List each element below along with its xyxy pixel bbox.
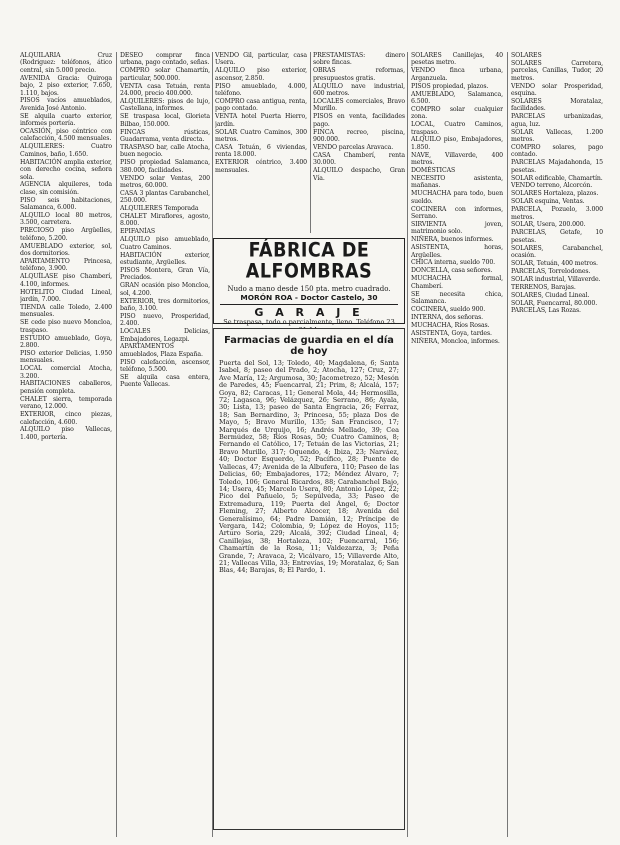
classified-ad: TERRENOS, Barajas. — [511, 283, 576, 291]
classified-ad: ALQUILERES: pisos de lujo, Castellana, informes. — [120, 97, 210, 113]
classified-ad: PARCELAS urbanizadas, agua, luz. — [511, 113, 603, 128]
classifieds-column-2 — [120, 52, 210, 837]
classified-ad: SOLAR, Usera, 200.000. — [511, 221, 586, 229]
classified-ad: DOMÉSTICAS — [411, 167, 456, 175]
classified-ad: MUCHACHA para todo, buen sueldo. — [411, 190, 503, 205]
column-divider — [116, 52, 117, 837]
classified-ad: PISO seis habitaciones, Salamanca, 6.000. — [20, 196, 112, 212]
classified-ad: CHICA interna, sueldo 700. — [411, 259, 496, 267]
classified-ad: AMUEBLADO, Salamanca, 6.500. — [411, 90, 503, 105]
classified-ad: VENDO terreno, Alcorcón. — [511, 182, 593, 190]
classified-ad: SOLAR Cuatro Caminos, 300 metros. — [215, 128, 307, 143]
classified-ad: LOCALES Delicias, Embajadores, Legazpi. — [120, 328, 210, 343]
classified-ad: SE cede piso nuevo Moncloa, traspaso. — [20, 319, 112, 334]
classified-ad: INTERNA, dos señoras. — [411, 313, 484, 321]
classified-ad: SE alquila casa entera, Puente Vallecas. — [120, 374, 210, 389]
classified-ad: OBRAS reformas, presupuestos gratis. — [313, 67, 405, 82]
classified-ad: PISOS propiedad, plazos. — [411, 82, 489, 90]
classified-ad: PARCELAS Majadahonda, 15 pesetas. — [511, 159, 603, 174]
classified-ad: SOLARES, Ciudad Lineal. — [511, 291, 590, 299]
classified-ad: PARCELAS, Torrelodones. — [511, 267, 591, 275]
classified-ad: GRAN ocasión piso Moncloa, sol, 4.200. — [120, 282, 210, 297]
classified-ad: CASA 3 plantas Carabanchel, 250.000. — [120, 189, 210, 205]
classified-ad: EXTERIOR céntrico, 3.400 mensuales. — [215, 159, 307, 174]
classified-ad: NIÑERA, buenos informes. — [411, 236, 494, 244]
classified-ad: ALQUILO piso exterior, ascensor, 2.850. — [215, 67, 307, 82]
classified-ad: VENTA casa Tetuán, renta 24.000, precio 400.000. — [120, 82, 210, 98]
classified-ad: PISO propiedad Salamanca, 380.000, facilidades. — [120, 159, 210, 174]
classified-ad: EPIFANÍAS — [120, 228, 156, 236]
classified-ad: ALQUÍLASE piso Chamberí, 4.100, informes. — [20, 273, 112, 288]
classified-ad: PISO amueblado, 4.000, teléfono. — [215, 82, 307, 98]
classified-ad: PISOS vacíos amueblados, Avenida José Antonio. — [20, 97, 112, 112]
classified-ad: SOLARES, Carabanchel, ocasión. — [511, 244, 603, 260]
classified-ad: VENDO finca urbana, Arganzuela. — [411, 67, 503, 82]
farmacias-body: Puerta del Sol, 13; Toledo, 40; Magdalena, 6; Santa Isabel, 8; paseo del Prado, 2; Atocha, 127; Cruz, 27; Ave María, 12; Argumosa, 30; Jacometrezo, 52; Mesón de Paredes, 45; Fuencarral, 21; Prim, 8; Alcalá, 157; Goya, 82; Caracas, 11; General Mola, 44; Hermosilla, 72; Lagasca, 96; Velázquez, 26; Serrano, 86; Ayala, 30; Lista, 13; paseo de Santa Engracia, 26; Ferraz, 18; San Bernardino, 3; Princesa, 55; plaza Dos de Mayo, 5; Bravo Murillo, 135; San Francisco, 17; Marqués de Urquijo, 16; Andrés Mellado, 39; Cea Bermúdez, 58; Ríos Rosas, 50; Cuatro Caminos, 8; Fernando el Católico, 17; Tetuán de las Victorias, 21; Bravo Murillo, 317; Oquendo, 4; Ibiza, 23; Narváez, 40; Doctor Esquerdo, 52; Pacífico, 28; Puente de Vallecas, 47; Avenida de la Albufera, 110; Paseo de las Delicias, 60; Embajadores, 172; Méndez Álvaro, 7; Toledo, 106; General Ricardos, 88; Carabanchel Bajo, 14; Usera, 45; Marcelo Usera, 80; Antonio López, 22; Pico del Pañuelo, 5; Sepúlveda, 33; Paseo de Extremadura, 119; Puerta del Ángel, 6; Doctor Fleming, 27; Alberto Alcocer, 18; Avenida del Generalísimo, 64; Padre Damián, 12; Príncipe de Vergara, 142; Colombia, 9; López de Hoyos, 115; Arturo Soria, 229; Alcalá, 392; Ciudad Lineal, 4; Canillejas, 38; Hortaleza, 102; Fuencarral, 156; Chamartín de la Rosa, 11; Valdezarza, 3; Peña Grande, 7; Aravaca, 2; Vicálvaro, 15; Villaverde Alto, 21; Vallecas Villa, 33; Entrevías, 19; Moratalaz, 6; San Blas, 44; Barajas, 8; El Pardo, 1. — [219, 359, 399, 575]
classified-ad: FINCAS rústicas, Guadarrama, venta directa. — [120, 128, 210, 143]
classified-ad: PISOS en venta, facilidades pago. — [313, 113, 405, 128]
classified-ad: ASISTENTA, Goya, tardes. — [411, 329, 492, 337]
garaje-text: Se traspasa, todo o parcialmente, lleno. Teléfono 23 — [223, 318, 395, 326]
classified-ad: NAVE, Villaverde, 400 metros. — [411, 151, 503, 167]
classified-ad: EXTERIOR, cinco piezas, calefacción, 4.600. — [20, 411, 112, 426]
classified-ad: ASISTENTA, horas, Argüelles. — [411, 244, 503, 259]
classified-ad: SE necesita chica, Salamanca. — [411, 290, 503, 305]
classifieds-column-1 — [20, 52, 112, 837]
classified-ad: CHALET sierra, temporada verano, 12.000. — [20, 395, 112, 411]
classified-ad: SOLARES — [511, 52, 542, 59]
classified-ad: ALQUILERES: Cuatro Caminos, baño, 1.650. — [20, 143, 112, 158]
classified-ad: VENTA hotel Puerta Hierro, jardín. — [215, 113, 307, 128]
classified-ad: SE alquila cuarto exterior, informes portería. — [20, 112, 112, 128]
classified-ad: OCASIÓN, piso céntrico con calefacción, 4.500 mensuales. — [20, 128, 112, 143]
classified-ad: ALQUILO piso Vallecas, 1.400, portería. — [20, 426, 112, 441]
column-divider — [507, 52, 508, 837]
classified-ad: COCINERA, sueldo 900. — [411, 305, 486, 313]
classified-ad: DESEO comprar finca urbana, pago contado, señas. — [120, 52, 210, 67]
classified-ad: ALQUILARIA Cruz (Rodriguez: teléfonos, ático central, sin 5.000 precio. — [20, 52, 112, 74]
classified-ad: AVENIDA Gracia: Quiroga bajo, 2 piso exterior, 7.650, 1.110, bajos. — [20, 74, 112, 97]
classifieds-column-5 — [511, 52, 603, 837]
classified-ad: COMPRO solar Chamartín, particular, 500.000. — [120, 67, 210, 82]
classified-ad: LOCAL comercial Atocha, 3.200. — [20, 365, 112, 380]
classified-ad: SOLARES Canillejas, 40 pesetas metro. — [411, 52, 503, 67]
classified-ad: PARCELA, Pozuelo, 3.000 metros. — [511, 206, 603, 221]
classified-ad: PARCELAS, Getafe, 10 pesetas. — [511, 229, 603, 244]
classified-ad: LOCAL, Cuatro Caminos, traspaso. — [411, 121, 503, 136]
classified-ad: NIÑERA, Moncloa, informes. — [411, 337, 500, 345]
classified-ad: FINCA recreo, piscina, 900.000. — [313, 128, 405, 143]
classified-ad: ESTUDIO amueblado, Goya, 2.800. — [20, 334, 112, 349]
classified-ad: MUCHACHA, Ríos Rosas. — [411, 321, 490, 329]
classified-ad: CASA Chamberí, renta 30.000. — [313, 151, 405, 167]
classified-ad: COMPRO solares, pago contado. — [511, 143, 603, 159]
classified-ad: SOLAR, Tetuán, 400 metros. — [511, 259, 598, 267]
classified-ad: ALQUILO local 80 metros, 3.500, carretera. — [20, 212, 112, 227]
alfombras-subtitle: Nudo a mano desde 150 pta. metro cuadrado. — [227, 285, 391, 293]
classified-ad: HOTELITO Ciudad Lineal, jardín, 7.000. — [20, 288, 112, 303]
classified-ad: SOLAR edificable, Chamartín. — [511, 174, 603, 182]
classified-ad: COMPRO casa antigua, renta, pago contado. — [215, 97, 307, 113]
classified-ad: PISO exterior Delicias, 1.950 mensuales. — [20, 349, 112, 365]
classified-ad: PISO calefacción, ascensor, teléfono, 5.500. — [120, 358, 210, 374]
classified-ad: VENDO solar Ventas, 200 metros, 60.000. — [120, 174, 210, 189]
classified-ad: AMUEBLADO exterior, sol, dos dormitorios. — [20, 242, 112, 258]
garaje-title: G A R A J E — [254, 306, 364, 319]
classified-ad: SOLARES Hortaleza, plazos. — [511, 190, 599, 198]
classified-ad: SOLAR, Fuencarral, 80.000. — [511, 299, 598, 307]
classified-ad: COMPRO solar cualquier zona. — [411, 105, 503, 121]
classified-ad: PARCELAS, Las Rozas. — [511, 307, 581, 315]
classified-ad: SOLAR esquina, Ventas. — [511, 198, 585, 206]
classified-ad: SOLAR Vallecas, 1.200 metros. — [511, 128, 603, 143]
alfombras-address: MORÓN ROA - Doctor Castelo, 30 — [240, 293, 378, 302]
classified-ad: MUCHACHA formal, Chamberí. — [411, 275, 503, 290]
classified-ad: ALQUILO despacho, Gran Vía. — [313, 167, 405, 182]
classified-ad: SOLAR industrial, Villaverde. — [511, 275, 601, 283]
alfombras-title: FÁBRICA DE ALFOMBRAS — [245, 239, 373, 284]
classified-ad: PISO nuevo, Prosperidad, 2.400. — [120, 312, 210, 328]
classified-ad: PRESTAMISTAS: dinero sobre fincas. — [313, 52, 405, 67]
classified-ad: ALQUILERES Temporada — [120, 205, 199, 213]
classified-ad: APARTAMENTO Princesa, teléfono, 3.900. — [20, 257, 112, 273]
classified-ad: ALQUILO piso, Embajadores, 1.850. — [411, 136, 503, 151]
classified-ad: COCINERA con informes, Serrano. — [411, 205, 503, 221]
classified-ad: AGENCIA alquileres, toda clase, sin comisión. — [20, 181, 112, 196]
classified-ad: APARTAMENTOS amueblados, Plaza España. — [120, 343, 203, 358]
classified-ad: DONCELLA, casa señores. — [411, 267, 493, 275]
classified-ad: CHALET Miraflores, agosto, 8.000. — [120, 213, 210, 228]
classified-ad: SIRVIENTA joven, matrimonio solo. — [411, 220, 503, 236]
classified-ad: EXTERIOR, tres dormitorios, baño, 3.100. — [120, 297, 210, 312]
classified-ad: ALQUILO piso amueblado, Cuatro Caminos. — [120, 236, 210, 251]
classified-ad: PISOS Montera, Gran Vía, Preciados. — [120, 266, 210, 282]
classified-ad: TIENDA calle Toledo, 2.400 mensuales. — [20, 303, 112, 319]
classified-ad: NECESITO asistenta, mañanas. — [411, 175, 503, 190]
classified-ad: HABITACIÓN amplia exterior, con derecho cocina, señora sola. — [20, 158, 112, 181]
classified-ad: TRASPASO bar, calle Atocha, buen negocio. — [120, 143, 210, 159]
column-divider — [310, 52, 311, 233]
classifieds-column-4 — [411, 52, 503, 837]
alfombras-advertisement — [213, 238, 405, 324]
classified-ad: SOLARES Carretera, parcelas, Canillas, Tudor, 20 metros. — [511, 59, 603, 82]
classified-ad: CASA Tetuán, 6 viviendas, renta 18.000. — [215, 143, 307, 159]
classified-ad: SOLARES Moratalaz, facilidades. — [511, 97, 603, 113]
classified-ad: SE traspasa local, Glorieta Bilbao, 150.000. — [120, 113, 210, 128]
classified-ad: ALQUILO nave industrial, 600 metros. — [313, 82, 405, 98]
classifieds-column-3a — [215, 52, 307, 233]
classified-ad: VENDO Gil, particular, casa Usera. — [215, 52, 307, 67]
classified-ad: LOCALES comerciales, Bravo Murillo. — [313, 97, 405, 113]
farmacias-box — [213, 328, 405, 830]
classifieds-column-3b — [313, 52, 405, 233]
classified-ad: HABITACIÓN exterior, estudiante, Argüelles. — [120, 251, 210, 266]
classified-ad: VENDO parcelas Aravaca. — [313, 143, 394, 151]
farmacias-title: Farmacias de guardia en el día de hoy — [224, 335, 394, 357]
classified-ad: VENDO solar Prosperidad, esquina. — [511, 82, 603, 98]
advertisement-divider — [220, 304, 398, 305]
classified-ad: HABITACIONES caballeros, pensión completa. — [20, 380, 112, 395]
classified-ad: PRECIOSO piso Argüelles, teléfono, 5.200. — [20, 227, 112, 242]
column-divider — [407, 52, 408, 837]
